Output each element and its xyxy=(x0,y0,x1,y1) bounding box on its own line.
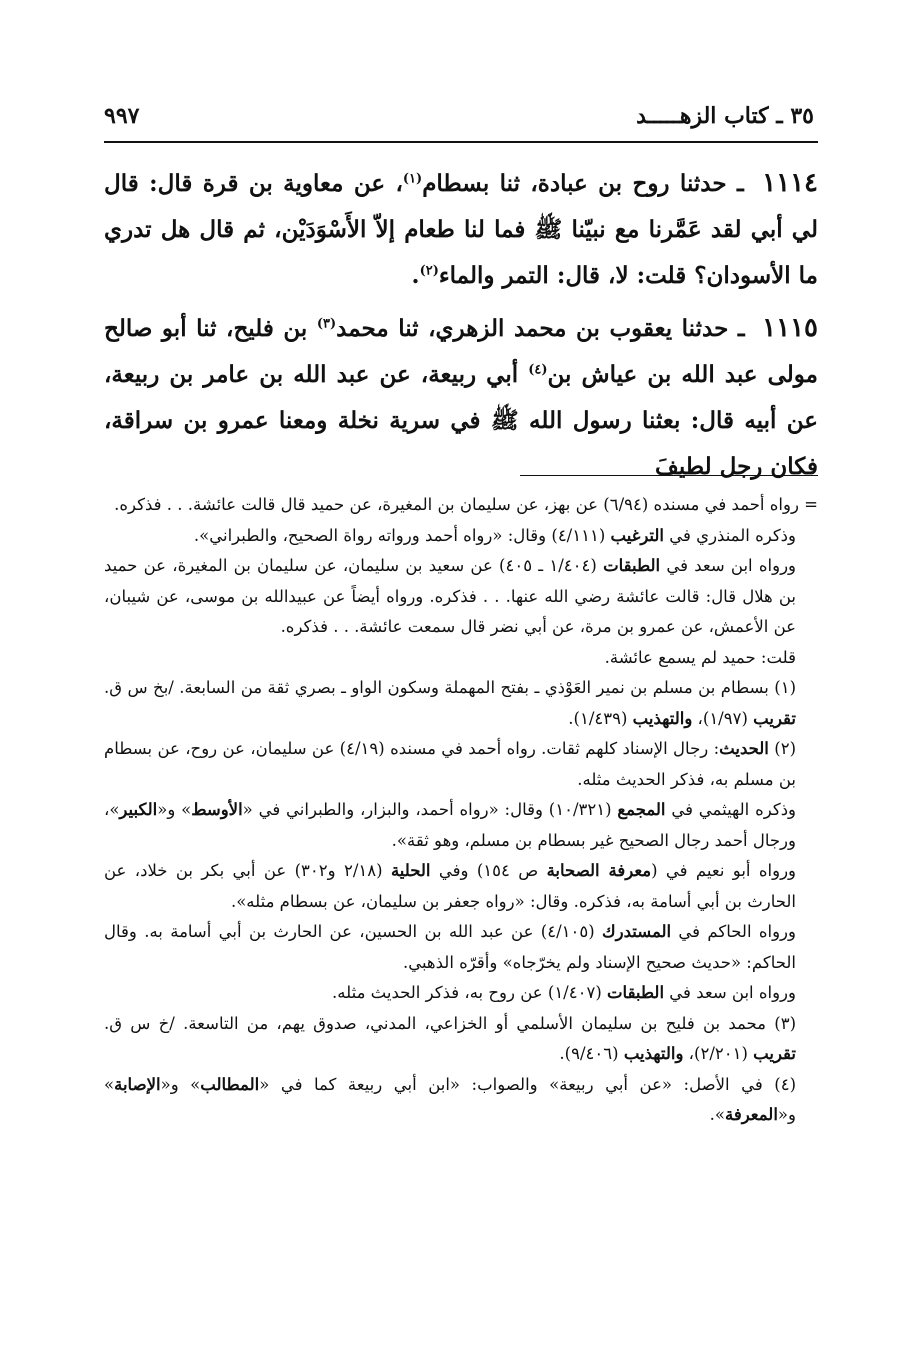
footnote-text: (١/٤٣٩). xyxy=(568,708,633,728)
footnote-text: (٤) في الأصل: «عن أبي ربيعة» والصواب: «ابن أبي ربيعة كما في « xyxy=(259,1074,796,1094)
footnote-text: ورواه أبو نعيم في ( xyxy=(651,861,797,880)
chapter-title: ٣٥ ـ كتاب الزهـــــد xyxy=(636,103,814,129)
footnote-paragraph xyxy=(104,917,818,978)
source-title: الأوسط xyxy=(191,800,243,819)
footnote-text: (٢) xyxy=(768,739,797,758)
source-title: تقريب xyxy=(753,1044,796,1063)
footnote-text: : رجال الإسناد كلهم ثقات. رواه أحمد في مسنده (٤/١٩) عن سليمان، عن روح، عن بسطام بن مسلم به، فذكر الحديث مثله. xyxy=(104,739,796,789)
hadith-1114 xyxy=(104,160,818,299)
hadith-dash: ـ xyxy=(737,315,745,342)
footnote-text: (٤/١٠٥) عن عبد الله بن الحسين، عن الحارث بن أبي أسامة به. وقال الحاكم: «حديث صحيح الإسناد ولم يخرّجاه» وأقرّه الذهبي. xyxy=(104,922,796,972)
hadith-number: ١١١٤ xyxy=(762,168,818,198)
footnote-text: ورواه ابن سعد في xyxy=(660,556,797,575)
hadith-1115 xyxy=(104,305,818,490)
source-title: المعرفة xyxy=(724,1105,778,1124)
page-header xyxy=(104,96,814,136)
footnote-paragraph xyxy=(104,551,818,643)
source-title: الترغيب xyxy=(610,525,665,545)
hadith-text: ، عن معاوية بن قرة قال: قال لي أبي لقد عَمَّرنا مع نبيّنا ﷺ فما لنا طعام إلاّ الأَسْوَدَيْن، ثم قال هل تدري ما الأسودان؟ قلت: لا، قال: التمر والماء xyxy=(104,170,818,289)
footnote-ref: (٢) xyxy=(419,263,439,279)
footnote-text: »، ورجال أحمد رجال الصحيح غير بسطام بن مسلم، وهو ثقة». xyxy=(104,800,796,850)
footnote-text: (٢/١٨ و٣٠٢) عن أبي بكر بن خلاد، عن الحارث بن أبي أسامة به، فذكره. وقال: «رواه جعفر بن سليمان، عن بسطام مثله». xyxy=(104,861,796,911)
footnote-ref: (١) xyxy=(402,171,423,187)
footnote-paragraph xyxy=(104,856,818,917)
hadith-text: بن فليح، ثنا أبو صالح مولى عبد الله بن عياش بن xyxy=(104,315,818,388)
footnote-text: » و« xyxy=(157,800,192,819)
footnote-paragraph xyxy=(104,795,818,856)
main-text xyxy=(104,160,818,496)
source-title: الطبقات xyxy=(607,983,665,1002)
source-title: تقريب xyxy=(753,708,796,728)
footnote-text: ». xyxy=(709,1105,725,1124)
hadith-text: حدثنا روح بن عبادة، ثنا بسطام xyxy=(422,170,727,197)
page-number: ٩٩٧ xyxy=(104,103,140,129)
hadith-dash: ـ xyxy=(736,170,744,197)
footnote-paragraph xyxy=(104,643,818,674)
footnote-paragraph xyxy=(104,521,818,552)
footnote-divider xyxy=(520,475,818,476)
footnote-text: = رواه أحمد في مسنده (٦/٩٤) عن بهز، عن سليمان بن المغيرة، عن حميد قال قالت عائشة. . . فذكره. xyxy=(114,495,818,514)
source-title: الإصابة xyxy=(114,1074,161,1094)
source-title: الطبقات xyxy=(603,556,661,575)
footnote-text: (١) بسطام بن مسلم بن نمير العَوْذي ـ بفتح المهملة وسكون الواو ـ بصري ثقة من السابعة. /بخ س ق. xyxy=(104,678,796,697)
source-title: والتهذيب xyxy=(623,1044,684,1063)
source-title: المطالب xyxy=(200,1074,260,1094)
footnote-text: ورواه الحاكم في xyxy=(671,922,796,941)
source-title: الكبير xyxy=(119,800,158,819)
footnote-continuation xyxy=(104,490,818,521)
source-title: المجمع xyxy=(617,800,666,819)
footnote-text: (٢/٢٠١)، xyxy=(683,1044,754,1063)
footnote-2 xyxy=(104,734,818,795)
footnote-ref: (٣) xyxy=(316,316,337,332)
footnote-text: (١/٤٠٧) عن روح به، فذكر الحديث مثله. xyxy=(332,983,608,1002)
footnotes xyxy=(104,490,818,1131)
hadith-text: حدثنا يعقوب بن محمد الزهري، ثنا محمد xyxy=(336,315,729,342)
source-title: معرفة الصحابة xyxy=(546,861,652,880)
footnote-1 xyxy=(104,673,818,734)
footnote-text: (٤/١١١) وقال: «رواه أحمد ورواته رواة الصحيح، والطبراني». xyxy=(193,525,611,545)
footnote-paragraph xyxy=(104,978,818,1009)
footnote-text: (٩/٤٠٦). xyxy=(559,1044,624,1063)
header-divider xyxy=(104,141,818,143)
footnote-3 xyxy=(104,1009,818,1070)
footnote-text: قلت: حميد لم يسمع عائشة. xyxy=(604,647,796,667)
footnote-text: (٣) محمد بن فليح بن سليمان الأسلمي أو الخزاعي، المدني، صدوق يهم، من التاسعة. /خ س ق. xyxy=(104,1013,796,1033)
footnote-text: ورواه ابن سعد في xyxy=(664,983,796,1002)
hadith-number: ١١١٥ xyxy=(762,313,819,343)
footnote-text: » و« xyxy=(160,1074,201,1094)
footnote-text: » و« xyxy=(104,1074,796,1124)
footnote-text: وذكره الهيثمي في xyxy=(665,800,797,819)
hadith-text: أبي ربيعة، عن عبد الله بن عامر بن ربيعة، عن أبيه قال: بعثنا رسول الله ﷺ في سرية نخلة ومعنا عمرو بن سراقة، فكان رجل لطيفَ xyxy=(104,361,818,480)
footnote-text: ص ١٥٤) وفي xyxy=(430,861,547,880)
footnote-4 xyxy=(104,1070,818,1131)
source-title: الحلية xyxy=(390,861,431,880)
footnote-text: (١/٤٠٤ ـ ٤٠٥) عن سعيد بن سليمان، عن سليمان بن المغيرة، عن حميد بن هلال قال: قالت عائشة رضي الله عنها. . . فذكره. ورواه أيضاً عن عبيدالله بن موسى، عن شيبان، عن الأعمش، عن عمرو بن مرة، عن أبي نضر قال سمعت عائشة. . . فذكره. xyxy=(104,556,796,636)
source-title: الحديث xyxy=(719,739,769,758)
hadith-text: . xyxy=(411,262,420,289)
footnote-text: وذكره المنذري في xyxy=(664,525,796,545)
footnote-text: (١/٩٧)، xyxy=(692,708,754,728)
footnote-ref: (٤) xyxy=(528,362,548,378)
source-title: المستدرك xyxy=(602,922,672,941)
footnote-text: (١٠/٣٢١) وقال: «رواه أحمد، والبزار، والطبراني في « xyxy=(242,800,618,819)
source-title: والتهذيب xyxy=(632,708,693,728)
